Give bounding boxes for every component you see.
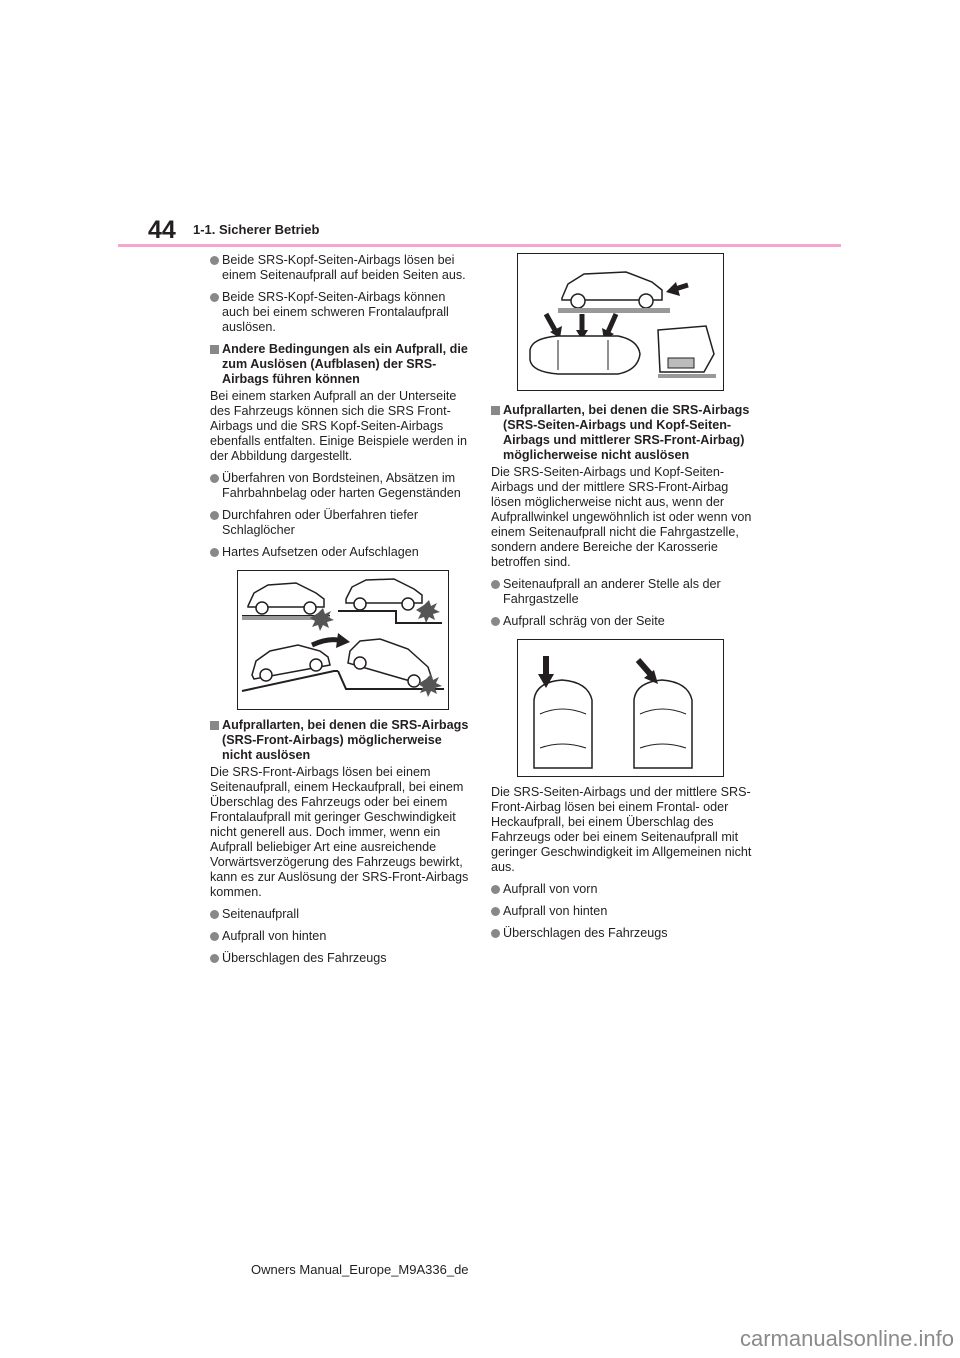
list-item: Hartes Aufsetzen oder Aufschlagen [210,545,472,560]
figure-underbody-impact [237,570,449,710]
paragraph: Bei einem starken Aufprall an der Unterseite des Fahrzeugs können sich die SRS Front-Airbags und die SRS Kopf-Seiten-Airbags ebenfalls entfalten. Einige Beispiele werden in der Abbildung dargestellt. [210,389,467,463]
paragraph: Die SRS-Seiten-Airbags und der mittlere SRS-Front-Airbag lösen bei einem Frontal- oder Heckaufprall, bei einem Überschlag des Fahrzeugs oder bei einem Seitenaufprall mit geringer Geschwindigkeit im Allgemeinen nicht aus. [491,785,752,874]
bullet-dot-icon [210,293,219,302]
underbody-impact-illustration [238,571,448,709]
watermark: carmanualsonline.info [739,1326,954,1351]
figure-side-airbag-no-deploy [517,639,724,777]
bullet-dot-icon [210,548,219,557]
list-item: Überschlagen des Fahrzeugs [491,926,755,941]
section-heading: Andere Bedingungen als ein Aufprall, die zum Auslösen (Aufblasen) der SRS-Airbags führen können [210,342,472,387]
list-item: Überfahren von Bordsteinen, Absätzen im Fahrbahnbelag oder harten Gegenständen [210,471,472,501]
bullet-dot-icon [210,932,219,941]
bullet-dot-icon [491,580,500,589]
left-column [210,253,472,973]
section-heading: Aufprallarten, bei denen die SRS-Airbags (SRS-Front-Airbags) möglicherweise nicht auslösen [210,718,472,763]
list-item: Überschlagen des Fahrzeugs [210,951,472,966]
list-item: Seitenaufprall an anderer Stelle als der Fahrgastzelle [491,577,755,607]
bullet-dot-icon [210,511,219,520]
bullet-dot-icon [210,474,219,483]
front-airbag-no-deploy-illustration [518,254,723,390]
list-item: Aufprall von vorn [491,882,755,897]
square-bullet-icon [210,721,219,730]
section-heading: Aufprallarten, bei denen die SRS-Airbags (SRS-Seiten-Airbags und Kopf-Seiten-Airbags und mittlerer SRS-Front-Airbag) möglicherweise nicht auslösen [491,403,755,463]
paragraph: Die SRS-Seiten-Airbags und Kopf-Seiten-Airbags und der mittlere SRS-Front-Airbag lösen möglicherweise nicht aus, wenn der Aufprallwinkel ungewöhnlich ist oder wenn von einem Seitenaufprall nicht die Fahrgastzelle, sondern andere Bereiche der Karosserie betroffen sind. [491,465,752,569]
bullet-dot-icon [491,617,500,626]
paragraph: Die SRS-Front-Airbags lösen bei einem Seitenaufprall, einem Heckaufprall, bei einem Überschlag des Fahrzeugs oder bei einem Frontalaufprall mit geringer Geschwindigkeit nicht generell aus. Doch immer, wenn ein Aufprall beliebiger Art eine ausreichende Vorwärtsverzögerung des Fahrzeugs bewirkt, kann es zur Auslösung der SRS-Front-Airbags kommen. [210,765,469,899]
bullet-dot-icon [491,929,500,938]
bullet-dot-icon [491,885,500,894]
square-bullet-icon [210,345,219,354]
bullet-dot-icon [210,954,219,963]
bullet-dot-icon [491,907,500,916]
footer-manual-id: Owners Manual_Europe_M9A336_de [251,1262,469,1277]
right-column [491,253,755,948]
list-item: Durchfahren oder Überfahren tiefer Schlaglöcher [210,508,472,538]
list-item: Beide SRS-Kopf-Seiten-Airbags lösen bei einem Seitenaufprall auf beiden Seiten aus. [210,253,472,283]
section-title: 1-1. Sicherer Betrieb [193,222,320,237]
list-item: Aufprall schräg von der Seite [491,614,755,629]
bullet-dot-icon [210,256,219,265]
page-number: 44 [148,216,176,244]
list-item: Aufprall von hinten [210,929,472,944]
figure-front-airbag-no-deploy [517,253,724,391]
list-item: Seitenaufprall [210,907,472,922]
list-item: Beide SRS-Kopf-Seiten-Airbags können auch bei einem schweren Frontalaufprall auslösen. [210,290,472,335]
side-airbag-no-deploy-illustration [518,640,723,776]
square-bullet-icon [491,406,500,415]
list-item: Aufprall von hinten [491,904,755,919]
bullet-dot-icon [210,910,219,919]
header-rule [118,244,841,247]
